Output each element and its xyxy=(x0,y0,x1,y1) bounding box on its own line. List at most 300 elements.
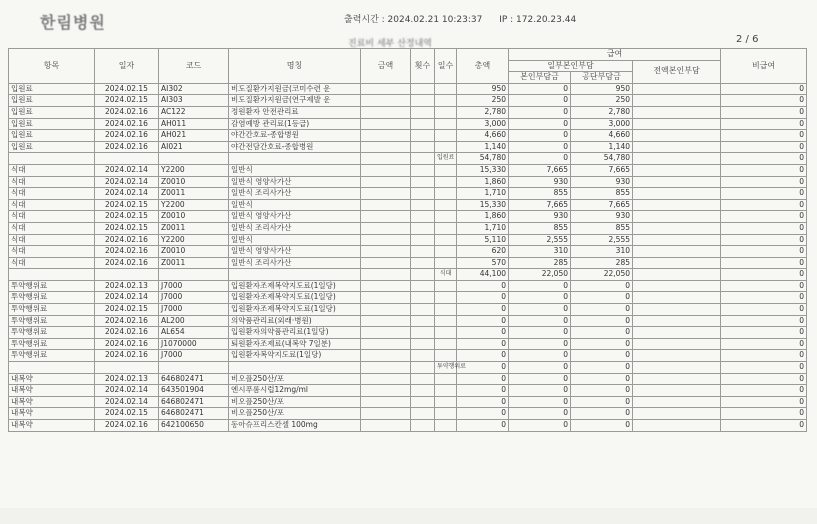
name-cell: 일반식 xyxy=(229,234,361,246)
date-cell: 2024.02.16 xyxy=(95,257,159,269)
full-self-cell xyxy=(633,176,721,188)
subtotal-empty-cell xyxy=(9,269,95,281)
days-cell xyxy=(435,222,457,234)
name-cell: 정원환자 안전관리료 xyxy=(229,106,361,118)
full-self-cell xyxy=(633,408,721,420)
price-cell xyxy=(361,280,411,292)
item-cell: 식대 xyxy=(9,188,95,200)
code-cell: Z0010 xyxy=(159,211,229,223)
name-cell: 일반식 xyxy=(229,164,361,176)
col-full-self: 전액본인부담 xyxy=(633,60,721,83)
self-pay-cell: 0 xyxy=(509,292,571,304)
times-cell xyxy=(411,315,435,327)
table-row xyxy=(9,222,807,234)
non-covered-cell: 0 xyxy=(721,257,807,269)
item-cell: 입원료 xyxy=(9,106,95,118)
item-cell: 내복약 xyxy=(9,408,95,420)
table-row xyxy=(9,211,807,223)
date-cell: 2024.02.15 xyxy=(95,211,159,223)
total-cell: 950 xyxy=(457,83,509,95)
subtotal-full-cell xyxy=(633,362,721,374)
col-covered: 급여 xyxy=(509,49,721,61)
item-cell: 투약행위료 xyxy=(9,304,95,316)
hospital-logo xyxy=(40,10,106,33)
date-cell: 2024.02.13 xyxy=(95,280,159,292)
self-pay-cell: 930 xyxy=(509,211,571,223)
page-number: 2 / 6 xyxy=(736,34,759,45)
full-self-cell xyxy=(633,222,721,234)
full-self-cell xyxy=(633,350,721,362)
subtotal-empty-cell xyxy=(95,269,159,281)
date-cell: 2024.02.16 xyxy=(95,246,159,258)
self-pay-cell: 0 xyxy=(509,338,571,350)
total-cell: 15,330 xyxy=(457,199,509,211)
total-cell: 4,660 xyxy=(457,130,509,142)
subtotal-row xyxy=(9,153,807,165)
times-cell xyxy=(411,222,435,234)
name-cell: 동아슈프리스칸셀 100mg xyxy=(229,420,361,432)
date-cell: 2024.02.14 xyxy=(95,164,159,176)
col-item: 항목 xyxy=(9,49,95,84)
item-cell: 내복약 xyxy=(9,396,95,408)
item-cell: 입원료 xyxy=(9,118,95,130)
price-cell xyxy=(361,385,411,397)
table-row xyxy=(9,304,807,316)
insurer-pay-cell: 0 xyxy=(571,420,633,432)
price-cell xyxy=(361,222,411,234)
days-cell xyxy=(435,211,457,223)
col-copay-group: 일부본인부담 xyxy=(509,60,633,72)
date-cell: 2024.02.16 xyxy=(95,118,159,130)
non-covered-cell: 0 xyxy=(721,188,807,200)
full-self-cell xyxy=(633,373,721,385)
table-row xyxy=(9,292,807,304)
total-cell: 0 xyxy=(457,327,509,339)
table-row xyxy=(9,106,807,118)
total-cell: 0 xyxy=(457,338,509,350)
col-self-pay: 본인부담금 xyxy=(509,72,571,84)
non-covered-cell: 0 xyxy=(721,211,807,223)
price-cell xyxy=(361,130,411,142)
self-pay-cell: 930 xyxy=(509,176,571,188)
item-cell: 투약행위료 xyxy=(9,350,95,362)
item-cell: 내복약 xyxy=(9,385,95,397)
times-cell xyxy=(411,257,435,269)
table-row xyxy=(9,338,807,350)
non-covered-cell: 0 xyxy=(721,408,807,420)
days-cell xyxy=(435,338,457,350)
total-cell: 15,330 xyxy=(457,164,509,176)
name-cell: 일반식 영양사가산 xyxy=(229,246,361,258)
price-cell xyxy=(361,246,411,258)
subtotal-total-cell: 54,780 xyxy=(457,153,509,165)
non-covered-cell: 0 xyxy=(721,292,807,304)
insurer-pay-cell: 1,140 xyxy=(571,141,633,153)
insurer-pay-cell: 7,665 xyxy=(571,199,633,211)
item-cell: 식대 xyxy=(9,211,95,223)
days-cell xyxy=(435,304,457,316)
item-cell: 식대 xyxy=(9,257,95,269)
table-row xyxy=(9,385,807,397)
table-row xyxy=(9,118,807,130)
date-cell: 2024.02.16 xyxy=(95,338,159,350)
date-cell: 2024.02.15 xyxy=(95,408,159,420)
name-cell: 입원환자조제복약지도료(1일당) xyxy=(229,292,361,304)
date-cell: 2024.02.14 xyxy=(95,396,159,408)
price-cell xyxy=(361,118,411,130)
days-cell xyxy=(435,373,457,385)
insurer-pay-cell: 930 xyxy=(571,176,633,188)
date-cell: 2024.02.16 xyxy=(95,350,159,362)
insurer-pay-cell: 950 xyxy=(571,83,633,95)
date-cell: 2024.02.13 xyxy=(95,373,159,385)
times-cell xyxy=(411,141,435,153)
col-code: 코드 xyxy=(159,49,229,84)
price-cell xyxy=(361,327,411,339)
insurer-pay-cell: 250 xyxy=(571,95,633,107)
charges-body xyxy=(9,83,807,431)
insurer-pay-cell: 855 xyxy=(571,222,633,234)
self-pay-cell: 0 xyxy=(509,118,571,130)
full-self-cell xyxy=(633,95,721,107)
price-cell xyxy=(361,315,411,327)
print-time: 출력시간 : 2024.02.21 10:23:37 xyxy=(344,15,483,25)
date-cell: 2024.02.14 xyxy=(95,292,159,304)
times-cell xyxy=(411,118,435,130)
subtotal-empty-cell xyxy=(159,153,229,165)
code-cell: Z0011 xyxy=(159,222,229,234)
full-self-cell xyxy=(633,396,721,408)
name-cell: 비오플250산/포 xyxy=(229,373,361,385)
subtotal-empty-cell xyxy=(361,269,411,281)
non-covered-cell: 0 xyxy=(721,338,807,350)
table-row xyxy=(9,130,807,142)
full-self-cell xyxy=(633,83,721,95)
total-cell: 2,780 xyxy=(457,106,509,118)
date-cell: 2024.02.15 xyxy=(95,199,159,211)
col-insurer-pay: 공단부담금 xyxy=(571,72,633,84)
non-covered-cell: 0 xyxy=(721,95,807,107)
days-cell xyxy=(435,280,457,292)
subtotal-empty-cell xyxy=(411,362,435,374)
price-cell xyxy=(361,141,411,153)
item-cell: 투약행위료 xyxy=(9,315,95,327)
insurer-pay-cell: 855 xyxy=(571,188,633,200)
total-cell: 0 xyxy=(457,315,509,327)
total-cell: 1,860 xyxy=(457,176,509,188)
item-cell: 입원료 xyxy=(9,130,95,142)
non-covered-cell: 0 xyxy=(721,315,807,327)
full-self-cell xyxy=(633,118,721,130)
code-cell: 646802471 xyxy=(159,373,229,385)
header-row-1 xyxy=(9,49,807,61)
self-pay-cell: 310 xyxy=(509,246,571,258)
self-pay-cell: 855 xyxy=(509,188,571,200)
days-cell xyxy=(435,327,457,339)
code-cell: AC122 xyxy=(159,106,229,118)
non-covered-cell: 0 xyxy=(721,304,807,316)
price-cell xyxy=(361,234,411,246)
times-cell xyxy=(411,280,435,292)
date-cell: 2024.02.15 xyxy=(95,222,159,234)
subtotal-nc-cell: 0 xyxy=(721,362,807,374)
total-cell: 5,110 xyxy=(457,234,509,246)
item-cell: 식대 xyxy=(9,246,95,258)
days-cell xyxy=(435,164,457,176)
times-cell xyxy=(411,199,435,211)
times-cell xyxy=(411,408,435,420)
self-pay-cell: 0 xyxy=(509,373,571,385)
self-pay-cell: 0 xyxy=(509,396,571,408)
col-non-covered: 비급여 xyxy=(721,49,807,84)
name-cell: 일반식 조리사가산 xyxy=(229,222,361,234)
total-cell: 620 xyxy=(457,246,509,258)
subtotal-insurer-cell: 0 xyxy=(571,362,633,374)
days-cell xyxy=(435,95,457,107)
non-covered-cell: 0 xyxy=(721,83,807,95)
insurer-pay-cell: 2,555 xyxy=(571,234,633,246)
price-cell xyxy=(361,211,411,223)
code-cell: AH011 xyxy=(159,118,229,130)
subtotal-label-cell: 식대 xyxy=(435,269,457,281)
price-cell xyxy=(361,292,411,304)
name-cell: 엔시푸롬시럽12mg/ml xyxy=(229,385,361,397)
total-cell: 0 xyxy=(457,350,509,362)
name-cell: 입원환자조제복약지도료(1일당) xyxy=(229,304,361,316)
col-times: 횟수 xyxy=(411,49,435,84)
subtotal-empty-cell xyxy=(9,153,95,165)
full-self-cell xyxy=(633,234,721,246)
item-cell: 식대 xyxy=(9,234,95,246)
table-row xyxy=(9,176,807,188)
subtotal-self-cell: 0 xyxy=(509,153,571,165)
times-cell xyxy=(411,188,435,200)
name-cell: 퇴원환자조제료(내복약 7일분) xyxy=(229,338,361,350)
non-covered-cell: 0 xyxy=(721,164,807,176)
days-cell xyxy=(435,83,457,95)
subtotal-empty-cell xyxy=(229,269,361,281)
times-cell xyxy=(411,420,435,432)
full-self-cell xyxy=(633,257,721,269)
date-cell: 2024.02.16 xyxy=(95,141,159,153)
non-covered-cell: 0 xyxy=(721,396,807,408)
price-cell xyxy=(361,188,411,200)
item-cell: 입원료 xyxy=(9,83,95,95)
self-pay-cell: 0 xyxy=(509,327,571,339)
price-cell xyxy=(361,95,411,107)
table-row xyxy=(9,327,807,339)
item-cell: 내복약 xyxy=(9,373,95,385)
subtotal-empty-cell xyxy=(229,153,361,165)
col-date: 일자 xyxy=(95,49,159,84)
full-self-cell xyxy=(633,280,721,292)
insurer-pay-cell: 0 xyxy=(571,385,633,397)
full-self-cell xyxy=(633,338,721,350)
name-cell: 비도질환가지원금(코미수련 운 xyxy=(229,83,361,95)
days-cell xyxy=(435,141,457,153)
days-cell xyxy=(435,292,457,304)
code-cell: Z0011 xyxy=(159,188,229,200)
subtotal-full-cell xyxy=(633,269,721,281)
subtotal-empty-cell xyxy=(159,362,229,374)
times-cell xyxy=(411,234,435,246)
price-cell xyxy=(361,176,411,188)
full-self-cell xyxy=(633,304,721,316)
date-cell: 2024.02.15 xyxy=(95,304,159,316)
subtotal-label-cell: 입원료 xyxy=(435,153,457,165)
subtotal-empty-cell xyxy=(229,362,361,374)
code-cell: Z0010 xyxy=(159,246,229,258)
code-cell: AI021 xyxy=(159,141,229,153)
days-cell xyxy=(435,420,457,432)
table-row xyxy=(9,373,807,385)
code-cell: Y2200 xyxy=(159,234,229,246)
total-cell: 0 xyxy=(457,396,509,408)
full-self-cell xyxy=(633,188,721,200)
full-self-cell xyxy=(633,420,721,432)
table-row xyxy=(9,396,807,408)
days-cell xyxy=(435,118,457,130)
subtotal-self-cell: 0 xyxy=(509,362,571,374)
code-cell: 643501904 xyxy=(159,385,229,397)
table-row xyxy=(9,280,807,292)
insurer-pay-cell: 0 xyxy=(571,304,633,316)
insurer-pay-cell: 0 xyxy=(571,327,633,339)
price-cell xyxy=(361,164,411,176)
name-cell: 일반식 영양사가산 xyxy=(229,176,361,188)
times-cell xyxy=(411,350,435,362)
name-cell: 비오플250산/포 xyxy=(229,408,361,420)
date-cell: 2024.02.14 xyxy=(95,176,159,188)
total-cell: 570 xyxy=(457,257,509,269)
times-cell xyxy=(411,338,435,350)
subtotal-total-cell: 44,100 xyxy=(457,269,509,281)
self-pay-cell: 7,665 xyxy=(509,164,571,176)
times-cell xyxy=(411,304,435,316)
days-cell xyxy=(435,350,457,362)
full-self-cell xyxy=(633,164,721,176)
non-covered-cell: 0 xyxy=(721,373,807,385)
total-cell: 0 xyxy=(457,373,509,385)
code-cell: Y2200 xyxy=(159,164,229,176)
self-pay-cell: 855 xyxy=(509,222,571,234)
date-cell: 2024.02.16 xyxy=(95,315,159,327)
code-cell: 642100650 xyxy=(159,420,229,432)
subtotal-empty-cell xyxy=(95,153,159,165)
total-cell: 0 xyxy=(457,292,509,304)
date-cell: 2024.02.14 xyxy=(95,188,159,200)
days-cell xyxy=(435,246,457,258)
price-cell xyxy=(361,106,411,118)
code-cell: AH021 xyxy=(159,130,229,142)
name-cell: 입원환자의약품관리료(1일당) xyxy=(229,327,361,339)
table-row xyxy=(9,315,807,327)
times-cell xyxy=(411,83,435,95)
table-row xyxy=(9,350,807,362)
full-self-cell xyxy=(633,141,721,153)
table-row xyxy=(9,420,807,432)
name-cell: 일반식 조리사가산 xyxy=(229,188,361,200)
name-cell: 의약품관리료(외래·병원) xyxy=(229,315,361,327)
insurer-pay-cell: 0 xyxy=(571,338,633,350)
date-cell: 2024.02.16 xyxy=(95,327,159,339)
price-cell xyxy=(361,373,411,385)
price-cell xyxy=(361,408,411,420)
full-self-cell xyxy=(633,106,721,118)
insurer-pay-cell: 285 xyxy=(571,257,633,269)
total-cell: 0 xyxy=(457,304,509,316)
item-cell: 식대 xyxy=(9,222,95,234)
col-price: 금액 xyxy=(361,49,411,84)
subtotal-empty-cell xyxy=(95,362,159,374)
code-cell: Y2200 xyxy=(159,199,229,211)
code-cell: 646802471 xyxy=(159,408,229,420)
table-row xyxy=(9,234,807,246)
code-cell: J1070000 xyxy=(159,338,229,350)
date-cell: 2024.02.16 xyxy=(95,106,159,118)
subtotal-insurer-cell: 54,780 xyxy=(571,153,633,165)
subtotal-empty-cell xyxy=(361,153,411,165)
name-cell: 감염예방 관리료(1등급) xyxy=(229,118,361,130)
non-covered-cell: 0 xyxy=(721,199,807,211)
total-cell: 0 xyxy=(457,385,509,397)
full-self-cell xyxy=(633,292,721,304)
item-cell: 투약행위료 xyxy=(9,292,95,304)
self-pay-cell: 0 xyxy=(509,304,571,316)
subtotal-empty-cell xyxy=(411,269,435,281)
code-cell: J7000 xyxy=(159,292,229,304)
col-days: 일수 xyxy=(435,49,457,84)
non-covered-cell: 0 xyxy=(721,246,807,258)
times-cell xyxy=(411,95,435,107)
insurer-pay-cell: 4,660 xyxy=(571,130,633,142)
times-cell xyxy=(411,327,435,339)
days-cell xyxy=(435,188,457,200)
subtotal-insurer-cell: 22,050 xyxy=(571,269,633,281)
non-covered-cell: 0 xyxy=(721,385,807,397)
self-pay-cell: 0 xyxy=(509,408,571,420)
self-pay-cell: 7,665 xyxy=(509,199,571,211)
table-row xyxy=(9,83,807,95)
insurer-pay-cell: 0 xyxy=(571,315,633,327)
table-row xyxy=(9,408,807,420)
table-row xyxy=(9,164,807,176)
full-self-cell xyxy=(633,246,721,258)
non-covered-cell: 0 xyxy=(721,141,807,153)
total-cell: 1,710 xyxy=(457,188,509,200)
days-cell xyxy=(435,130,457,142)
total-cell: 1,140 xyxy=(457,141,509,153)
days-cell xyxy=(435,385,457,397)
table-row xyxy=(9,95,807,107)
self-pay-cell: 0 xyxy=(509,350,571,362)
item-cell: 식대 xyxy=(9,199,95,211)
date-cell: 2024.02.16 xyxy=(95,130,159,142)
insurer-pay-cell: 0 xyxy=(571,350,633,362)
days-cell xyxy=(435,257,457,269)
times-cell xyxy=(411,164,435,176)
times-cell xyxy=(411,106,435,118)
col-total: 총액 xyxy=(457,49,509,84)
total-cell: 0 xyxy=(457,420,509,432)
name-cell: 야간간호료-종합병원 xyxy=(229,130,361,142)
self-pay-cell: 285 xyxy=(509,257,571,269)
table-row xyxy=(9,246,807,258)
code-cell: J7000 xyxy=(159,304,229,316)
item-cell: 내복약 xyxy=(9,420,95,432)
name-cell: 일반식 xyxy=(229,199,361,211)
subtotal-self-cell: 22,050 xyxy=(509,269,571,281)
